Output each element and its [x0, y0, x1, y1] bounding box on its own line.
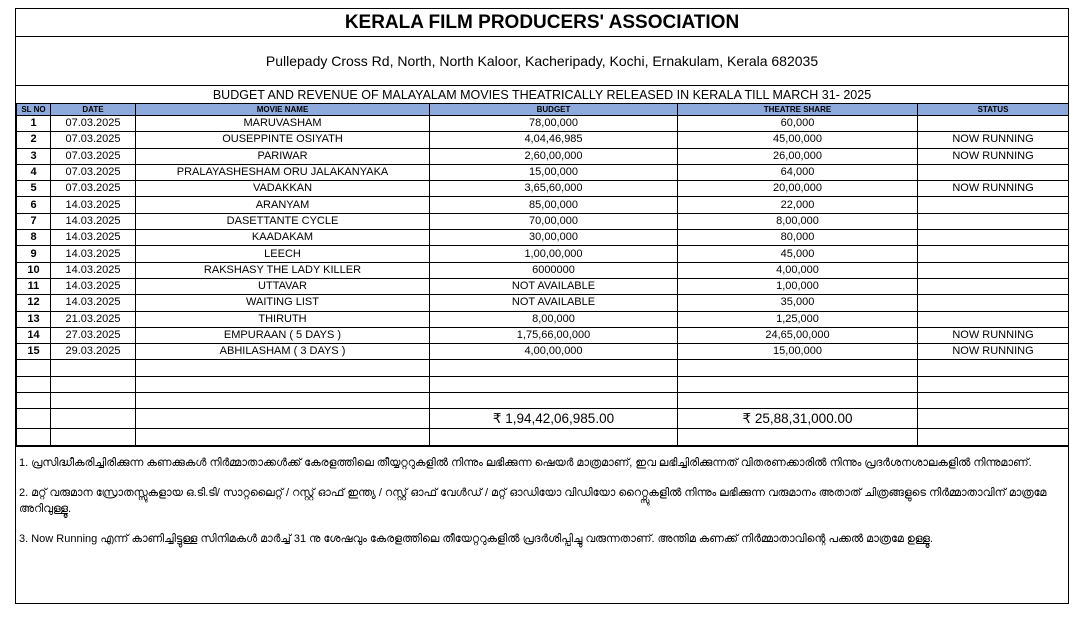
note-3: 3. Now Running എന്ന് കാണിച്ചിട്ടുള്ള സിനിമകൾ മാർച്ച് 31 നു ശേഷവും കേരളത്തിലെ തീയേറ്ററുകളിൽ പ്രദർശിപ്പിച്ചു വരുന്നതാണ്. അന്തിമ കണക്ക് നിർമ്മാതാവിന്റെ പക്കൽ മാത്രമേ ഉള്ളൂ.: [19, 532, 933, 545]
cell-sl-no: 14: [17, 327, 51, 343]
table-cell: [17, 376, 51, 392]
cell-movie-name: MARUVASHAM: [136, 116, 430, 132]
table-cell: [17, 429, 51, 445]
cell-movie-name: RAKSHASY THE LADY KILLER: [136, 262, 430, 278]
cell-movie-name: DASETTANTE CYCLE: [136, 213, 430, 229]
cell-movie-name: EMPURAAN ( 5 DAYS ): [136, 327, 430, 343]
cell-theatre-share: 35,000: [678, 295, 918, 311]
table-row: [17, 246, 1069, 262]
cell-movie-name: ARANYAM: [136, 197, 430, 213]
cell-theatre-share: 60,000: [678, 116, 918, 132]
table-row: [17, 278, 1069, 294]
column-header-sl-no: SL NO: [17, 104, 51, 116]
cell-status: NOW RUNNING: [918, 327, 1069, 343]
cell-date: 07.03.2025: [51, 181, 136, 197]
table-row: [17, 327, 1069, 343]
cell-date: 07.03.2025: [51, 116, 136, 132]
table-cell: [51, 393, 136, 409]
cell-date: 07.03.2025: [51, 164, 136, 180]
notes-section: [16, 446, 1068, 604]
cell-budget: 4,04,46,985: [430, 132, 678, 148]
table-cell: [430, 393, 678, 409]
cell-sl-no: 10: [17, 262, 51, 278]
cell-status: NOW RUNNING: [918, 181, 1069, 197]
cell-sl-no: 13: [17, 311, 51, 327]
table-cell: [136, 429, 430, 445]
cell-sl-no: 4: [17, 164, 51, 180]
cell-theatre-share: 8,00,000: [678, 213, 918, 229]
table-cell: [136, 409, 430, 429]
blank-row: [17, 376, 1069, 392]
table-row: [17, 311, 1069, 327]
cell-date: 14.03.2025: [51, 213, 136, 229]
cell-theatre-share: 1,25,000: [678, 311, 918, 327]
cell-theatre-share: 64,000: [678, 164, 918, 180]
cell-status: [918, 278, 1069, 294]
cell-sl-no: 15: [17, 344, 51, 360]
cell-sl-no: 2: [17, 132, 51, 148]
cell-date: 14.03.2025: [51, 278, 136, 294]
table-cell: [678, 376, 918, 392]
cell-budget: 8,00,000: [430, 311, 678, 327]
table-cell: [51, 409, 136, 429]
cell-budget: 70,00,000: [430, 213, 678, 229]
cell-date: 21.03.2025: [51, 311, 136, 327]
blank-row: [17, 360, 1069, 376]
totals-row: [17, 409, 1069, 429]
column-header-status: STATUS: [918, 104, 1069, 116]
table-cell: [51, 429, 136, 445]
cell-theatre-share: 24,65,00,000: [678, 327, 918, 343]
cell-theatre-share: 80,000: [678, 230, 918, 246]
cell-status: [918, 116, 1069, 132]
cell-date: 07.03.2025: [51, 132, 136, 148]
cell-status: NOW RUNNING: [918, 148, 1069, 164]
association-address: Pullepady Cross Rd, North, North Kaloor, Kacheripady, Kochi, Ernakulam, Kerala 682035: [16, 37, 1068, 86]
cell-budget: 1,75,66,00,000: [430, 327, 678, 343]
table-cell: [51, 360, 136, 376]
cell-sl-no: 8: [17, 230, 51, 246]
table-row: [17, 181, 1069, 197]
cell-theatre-share: 20,00,000: [678, 181, 918, 197]
blank-row: [17, 429, 1069, 445]
cell-budget: 6000000: [430, 262, 678, 278]
table-cell: [678, 393, 918, 409]
table-row: [17, 295, 1069, 311]
table-row: [17, 262, 1069, 278]
table-cell: [51, 376, 136, 392]
cell-theatre-share: 15,00,000: [678, 344, 918, 360]
table-cell: [918, 429, 1069, 445]
cell-movie-name: WAITING LIST: [136, 295, 430, 311]
cell-theatre-share: 4,00,000: [678, 262, 918, 278]
column-header-theatre-share: THEATRE SHARE: [678, 104, 918, 116]
table-cell: [17, 393, 51, 409]
cell-theatre-share: 22,000: [678, 197, 918, 213]
table-row: [17, 116, 1069, 132]
cell-sl-no: 9: [17, 246, 51, 262]
blank-row: [17, 393, 1069, 409]
table-row: [17, 344, 1069, 360]
cell-budget: NOT AVAILABLE: [430, 278, 678, 294]
table-cell: [17, 409, 51, 429]
cell-budget: 78,00,000: [430, 116, 678, 132]
table-cell: [918, 360, 1069, 376]
total-theatre-share: ₹ 25,88,31,000.00: [678, 409, 918, 429]
cell-sl-no: 1: [17, 116, 51, 132]
cell-movie-name: ABHILASHAM ( 3 DAYS ): [136, 344, 430, 360]
table-cell: [430, 360, 678, 376]
total-budget: ₹ 1,94,42,06,985.00: [430, 409, 678, 429]
table-row: [17, 164, 1069, 180]
cell-status: [918, 246, 1069, 262]
cell-movie-name: VADAKKAN: [136, 181, 430, 197]
report-subtitle: BUDGET AND REVENUE OF MALAYALAM MOVIES THEATRICALLY RELEASED IN KERALA TILL MARCH 31- 2025: [212, 88, 872, 102]
cell-date: 14.03.2025: [51, 230, 136, 246]
cell-movie-name: PRALAYASHESHAM ORU JALAKANYAKA: [136, 164, 430, 180]
cell-budget: NOT AVAILABLE: [430, 295, 678, 311]
cell-status: [918, 197, 1069, 213]
cell-budget: 3,65,60,000: [430, 181, 678, 197]
column-header-budget: BUDGET: [430, 104, 678, 116]
cell-budget: 4,00,00,000: [430, 344, 678, 360]
cell-sl-no: 6: [17, 197, 51, 213]
movies-table: [16, 103, 1069, 446]
table-row: [17, 230, 1069, 246]
table-cell: [17, 360, 51, 376]
table-cell: [136, 360, 430, 376]
cell-theatre-share: 45,000: [678, 246, 918, 262]
cell-status: [918, 213, 1069, 229]
table-cell: [678, 360, 918, 376]
cell-date: 14.03.2025: [51, 246, 136, 262]
cell-date: 07.03.2025: [51, 148, 136, 164]
report-sheet: [15, 8, 1069, 604]
cell-budget: 30,00,000: [430, 230, 678, 246]
cell-theatre-share: 1,00,000: [678, 278, 918, 294]
cell-date: 29.03.2025: [51, 344, 136, 360]
table-row: [17, 197, 1069, 213]
cell-date: 27.03.2025: [51, 327, 136, 343]
table-cell: [918, 409, 1069, 429]
cell-budget: 15,00,000: [430, 164, 678, 180]
cell-theatre-share: 45,00,000: [678, 132, 918, 148]
table-cell: [136, 393, 430, 409]
table-cell: [918, 376, 1069, 392]
note-2: 2. മറ്റ് വരുമാന സ്രോതസ്സുകളായ ഒ.ടി.ടി/ സാറ്റലൈറ്റ് / റസ്റ്റ് ഓഫ് ഇന്ത്യ / റസ്റ്റ് ഓഫ് വേൾഡ് / മറ്റ് ഓഡിയോ വിഡിയോ റൈറ്റ്സുകളിൽ നിന്നും ലഭിക്കുന്ന വരുമാനം അതാത് ചിത്രങ്ങളുടെ നിർമ്മാതാവിന് മാത്രമേ അറിവുള്ളൂ.: [19, 486, 1047, 515]
table-cell: [918, 393, 1069, 409]
table-cell: [430, 376, 678, 392]
cell-budget: 85,00,000: [430, 197, 678, 213]
cell-date: 14.03.2025: [51, 295, 136, 311]
column-header-date: DATE: [51, 104, 136, 116]
cell-movie-name: PARIWAR: [136, 148, 430, 164]
cell-date: 14.03.2025: [51, 197, 136, 213]
cell-movie-name: THIRUTH: [136, 311, 430, 327]
cell-status: [918, 295, 1069, 311]
table-cell: [136, 376, 430, 392]
cell-movie-name: UTTAVAR: [136, 278, 430, 294]
cell-budget: 1,00,00,000: [430, 246, 678, 262]
table-row: [17, 213, 1069, 229]
cell-status: [918, 262, 1069, 278]
cell-movie-name: KAADAKAM: [136, 230, 430, 246]
cell-status: [918, 230, 1069, 246]
cell-theatre-share: 26,00,000: [678, 148, 918, 164]
cell-status: NOW RUNNING: [918, 344, 1069, 360]
cell-movie-name: OUSEPPINTE OSIYATH: [136, 132, 430, 148]
cell-sl-no: 12: [17, 295, 51, 311]
table-cell: [678, 429, 918, 445]
table-row: [17, 132, 1069, 148]
table-row: [17, 148, 1069, 164]
cell-sl-no: 3: [17, 148, 51, 164]
note-1: 1. പ്രസിദ്ധീകരിച്ചിരിക്കുന്ന കണക്കുകൾ നിർമ്മാതാക്കൾക്ക് കേരളത്തിലെ തീയ്യറ്ററുകളിൽ നിന്നും ലഭിക്കുന്ന ഷെയർ മാത്രമാണ്, ഇവ ലഭിച്ചിരിക്കുന്നത് വിതരണക്കാരിൽ നിന്നും പ്രദർശനശാലകളിൽ നിന്നുമാണ്.: [19, 456, 1032, 469]
cell-date: 14.03.2025: [51, 262, 136, 278]
cell-status: NOW RUNNING: [918, 132, 1069, 148]
cell-status: [918, 164, 1069, 180]
cell-budget: 2,60,00,000: [430, 148, 678, 164]
table-header-row: [17, 104, 1069, 116]
column-header-movie-name: MOVIE NAME: [136, 104, 430, 116]
cell-sl-no: 5: [17, 181, 51, 197]
cell-movie-name: LEECH: [136, 246, 430, 262]
cell-sl-no: 7: [17, 213, 51, 229]
cell-status: [918, 311, 1069, 327]
association-title: KERALA FILM PRODUCERS' ASSOCIATION: [16, 8, 1068, 37]
cell-sl-no: 11: [17, 278, 51, 294]
table-cell: [430, 429, 678, 445]
